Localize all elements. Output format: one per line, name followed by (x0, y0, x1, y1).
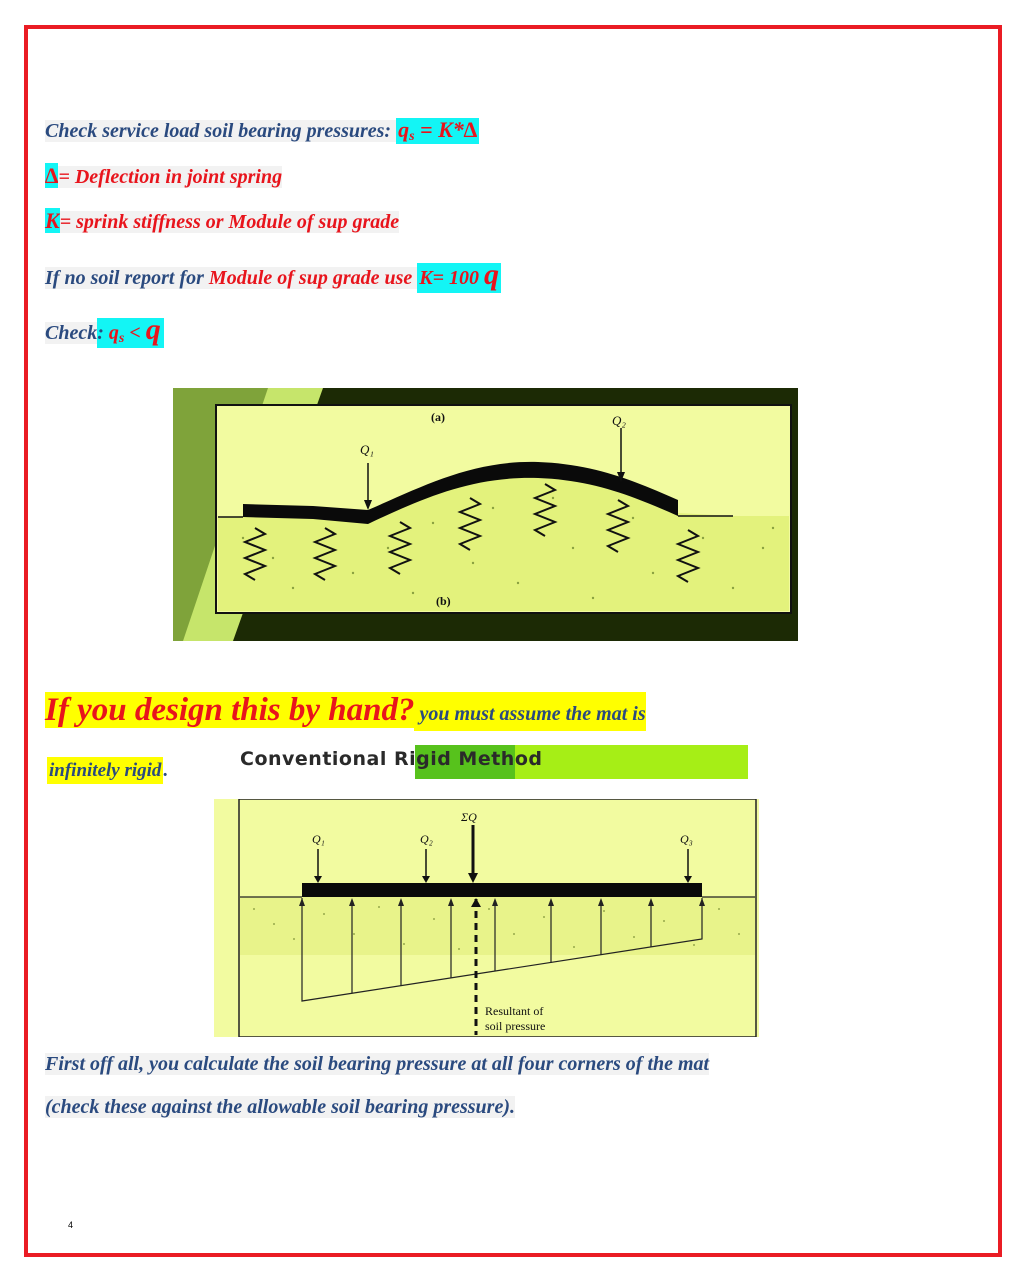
service-load-text: Check service load soil bearing pressures: (45, 120, 397, 142)
assume-text: you must assume the mat is (414, 692, 645, 731)
k-equation: = 100 (432, 267, 485, 289)
deflection-text: = Deflection in joint spring (58, 166, 283, 188)
stiffness-line (45, 208, 399, 234)
paragraph-line-2 (45, 1096, 515, 1119)
fig2-q2-label: Q₂ (420, 832, 433, 846)
banner-title: Conventional Rigid Method (240, 748, 543, 770)
delta-symbol: ∆ (45, 163, 59, 188)
q-symbol: q (484, 258, 500, 291)
page-number: 4 (68, 1220, 74, 1230)
check-q-big: q (145, 313, 161, 346)
less-than: < (124, 322, 146, 344)
rigid-period: . (163, 760, 169, 781)
method-banner (219, 745, 748, 779)
qs-formula (396, 118, 479, 144)
soil-report-text: If no soil report for (45, 267, 209, 289)
rigid-mat (302, 883, 702, 897)
service-load-line (45, 117, 479, 145)
qs-subscript: s (409, 129, 415, 144)
soil-report-line (45, 258, 501, 292)
q2-label: Q₂ (612, 413, 626, 428)
paragraph-text-1: First off all, you calculate the soil bearing pressure at all four corners of the mat (45, 1053, 710, 1075)
module-text: Module of sup grade use (208, 267, 418, 289)
check-colon: : (97, 322, 109, 344)
check-text: Check (45, 322, 98, 344)
check-q: q (108, 322, 119, 344)
fig2-q1-label: Q₁ (312, 832, 325, 846)
qs-symbol: q (398, 117, 410, 142)
infinitely-rigid-text: infinitely rigid (47, 757, 163, 784)
check-formula (97, 313, 164, 348)
k-letter: K (419, 267, 433, 289)
mat-deflection-figure (173, 388, 798, 641)
check-line (45, 313, 164, 347)
paragraph-text-2: (check these against the allowable soil bearing pressure). (45, 1096, 515, 1118)
sumq-label: ΣQ (461, 810, 477, 824)
rigid-line (47, 760, 168, 782)
resultant-label-2: soil pressure (485, 1019, 546, 1033)
q1-label: Q₁ (360, 442, 374, 457)
k-symbol: K (45, 208, 60, 233)
check-subscript: s (118, 331, 125, 346)
fig2-q3-label: Q₃ (680, 832, 693, 846)
k-value (417, 258, 501, 293)
paragraph-line-1 (45, 1053, 709, 1076)
rigid-method-figure (214, 799, 759, 1037)
label-b: (b) (436, 594, 451, 608)
design-question: If you design this by hand? (45, 692, 415, 728)
label-a: (a) (431, 410, 445, 424)
design-heading (45, 692, 646, 729)
deflection-line (45, 163, 282, 189)
qs-equation: = K*∆ (414, 117, 478, 142)
resultant-label-1: Resultant of (485, 1004, 544, 1018)
stiffness-text: = sprink stiffness or Module of sup grade (59, 211, 400, 233)
